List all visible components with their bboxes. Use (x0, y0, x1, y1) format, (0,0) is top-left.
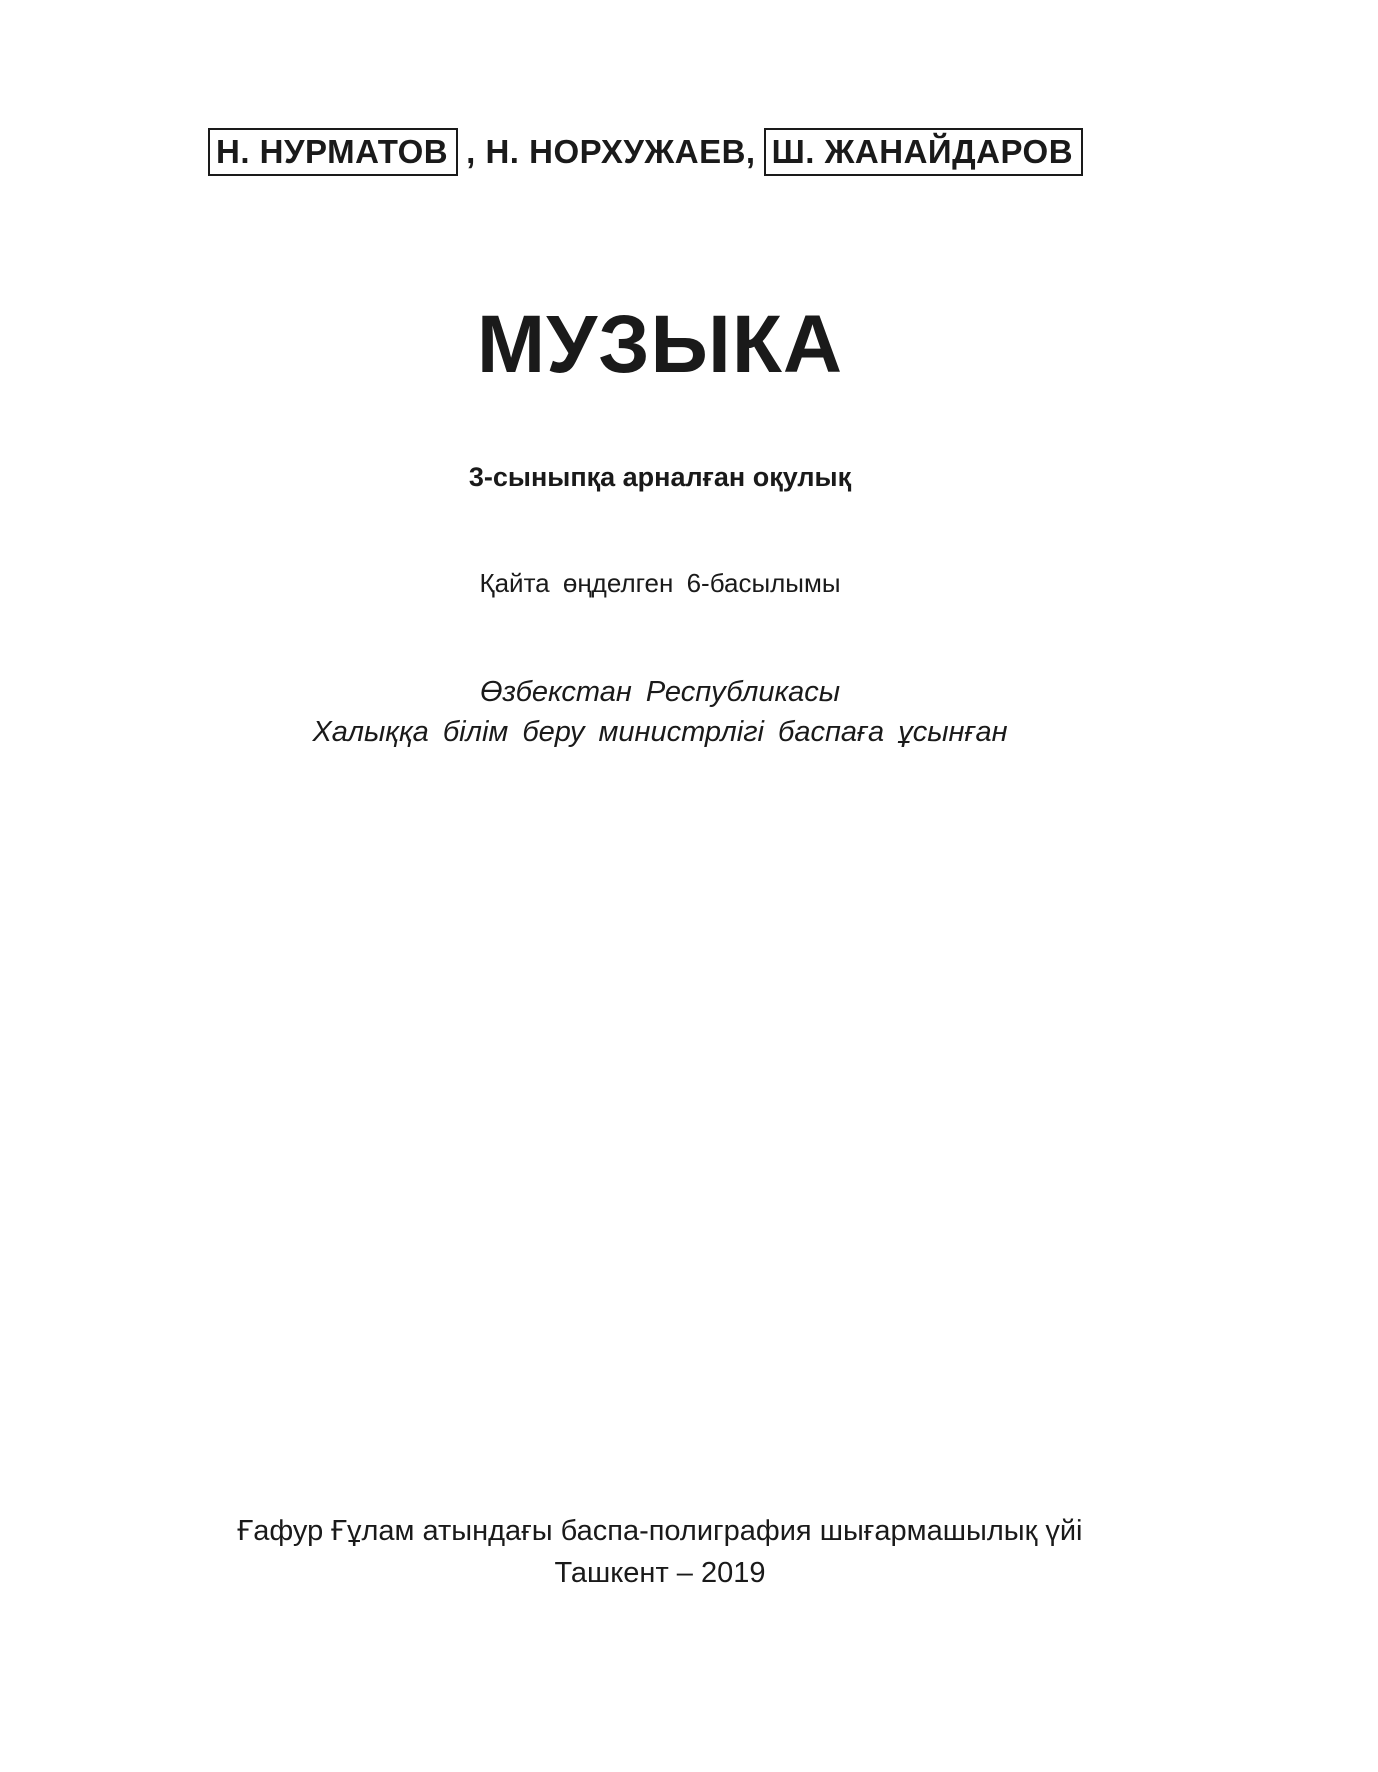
author-3: Ш. ЖАНАЙДАРОВ (764, 128, 1083, 176)
book-subtitle: 3-сыныпқа арналған оқулық (468, 462, 852, 492)
approval-line-1: Өзбекстан Республикасы (479, 676, 841, 708)
author-1: Н. НУРМАТОВ (208, 128, 458, 176)
publisher-block (0, 1510, 1320, 1594)
publisher-city-year: Ташкент – 2019 (554, 1557, 766, 1589)
book-title: МУЗЫКА (476, 299, 844, 390)
approval-line-2: Халыққа білім беру министрлігі баспаға ұсынған (312, 716, 1008, 748)
approval-note (0, 672, 1320, 752)
edition-note: Қайта өңделген 6-басылымы (479, 568, 841, 598)
authors-line (208, 128, 1083, 176)
publisher-name: Ғафур Ғұлам атындағы баспа-полиграфия шығармашылық үйі (237, 1515, 1083, 1547)
author-2: , Н. НОРХУЖАЕВ, (466, 133, 756, 170)
